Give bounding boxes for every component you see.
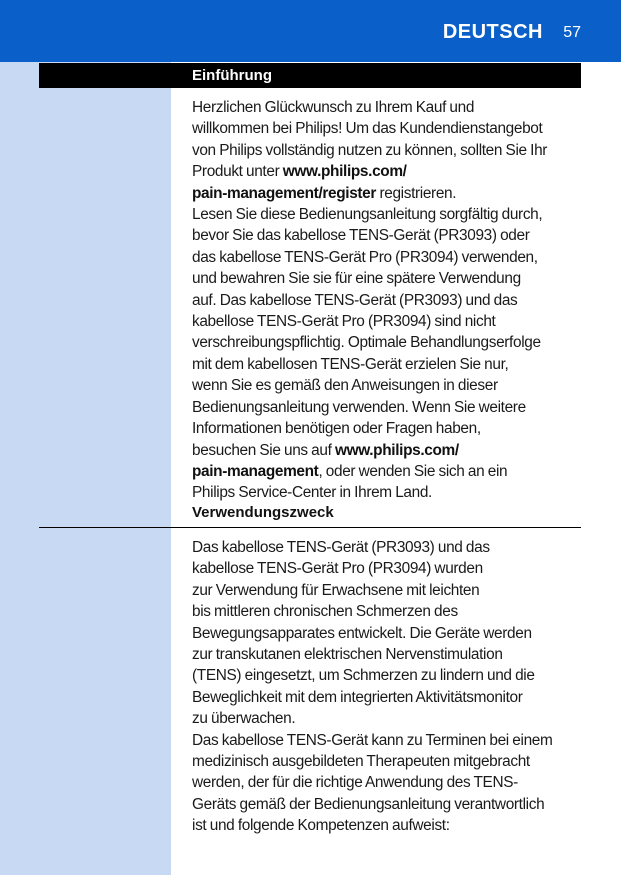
text-line: bis mittleren chronischen Schmerzen des [192,603,458,621]
section-divider [39,527,581,528]
text-line: Bedienungsanleitung verwenden. Wenn Sie weitere [192,398,526,416]
text-line: Beweglichkeit mit dem integrierten Aktivitätsmonitor [192,688,523,706]
section-title-verwendungszweck: Verwendungszweck [192,504,334,521]
pain-management-url-link[interactable]: www.philips.com/ [334,441,459,459]
text-line: Das kabellose TENS-Gerät kann zu Terminen bei einem [192,731,553,749]
text-line: wenn Sie es gemäß den Anweisungen in dieser [192,377,498,395]
text-line: mit dem kabellosen TENS-Gerät erzielen Sie nur, [192,355,509,373]
text-line: werden, der für die richtige Anwendung des TENS- [192,774,518,792]
text-line: ist und folgende Kompetenzen aufweist: [192,817,450,835]
text-line: kabellose TENS-Gerät Pro (PR3094) wurden [192,560,483,578]
section-heading-bar [39,63,581,88]
therapist-paragraph [192,730,585,837]
text-line: zur Verwendung für Erwachsene mit leichten [192,581,480,599]
text-line: (TENS) eingesetzt, um Schmerzen zu lindern und die [192,667,535,685]
text-line: und bewahren Sie sie für eine spätere Verwendung [192,270,521,288]
section-title-einfuehrung: Einführung [192,67,272,84]
text-line: Philips Service-Center in Ihrem Land. [192,484,432,502]
header-bar [0,0,621,62]
register-url-link-cont[interactable]: pain-management/register [192,184,377,202]
text-line: Bewegungsapparates entwickelt. Die Geräte werden [192,624,532,642]
intended-use-text-block [192,537,585,837]
left-sidebar-panel [0,0,171,875]
text-line: besuchen Sie uns auf [192,441,335,459]
language-label: DEUTSCH [442,21,543,43]
text-line: Lesen Sie diese Bedienungsanleitung sorgfältig durch, [192,206,543,224]
text-line: zur transkutanen elektrischen Nervenstimulation [192,646,503,664]
intro-paragraph [192,97,585,204]
text-line: willkommen bei Philips! Um das Kundendienstangebot [192,120,543,138]
text-line: das kabellose TENS-Gerät Pro (PR3094) verwenden, [192,248,538,266]
text-line: kabellose TENS-Gerät Pro (PR3094) sind nicht [192,313,496,331]
text-line: medizinisch ausgebildeten Therapeuten mitgebracht [192,753,530,771]
instructions-paragraph [192,204,585,504]
text-line: registrieren. [376,184,457,202]
text-line: Produkt unter [192,163,283,181]
page-number: 57 [563,24,581,41]
intro-text-block [192,97,585,504]
text-line: auf. Das kabellose TENS-Gerät (PR3093) und das [192,291,518,309]
text-line: , oder wenden Sie sich an ein [318,462,508,480]
text-line: zu überwachen. [192,710,296,728]
text-line: von Philips vollständig nutzen zu können, sollten Sie Ihr [192,141,548,159]
register-url-link[interactable]: www.philips.com/ [282,163,407,181]
text-line: verschreibungspflichtig. Optimale Behandlungserfolge [192,334,541,352]
text-line: Informationen benötigen oder Fragen haben, [192,420,481,438]
text-line: Das kabellose TENS-Gerät (PR3093) und das [192,539,490,556]
text-line: bevor Sie das kabellose TENS-Gerät (PR3093) oder [192,227,530,245]
intended-use-paragraph [192,537,585,730]
text-line: Herzlichen Glückwunsch zu Ihrem Kauf und [192,99,475,116]
text-line: Geräts gemäß der Bedienungsanleitung verantwortlich [192,795,545,813]
pain-management-url-link-cont[interactable]: pain-management [192,462,319,480]
